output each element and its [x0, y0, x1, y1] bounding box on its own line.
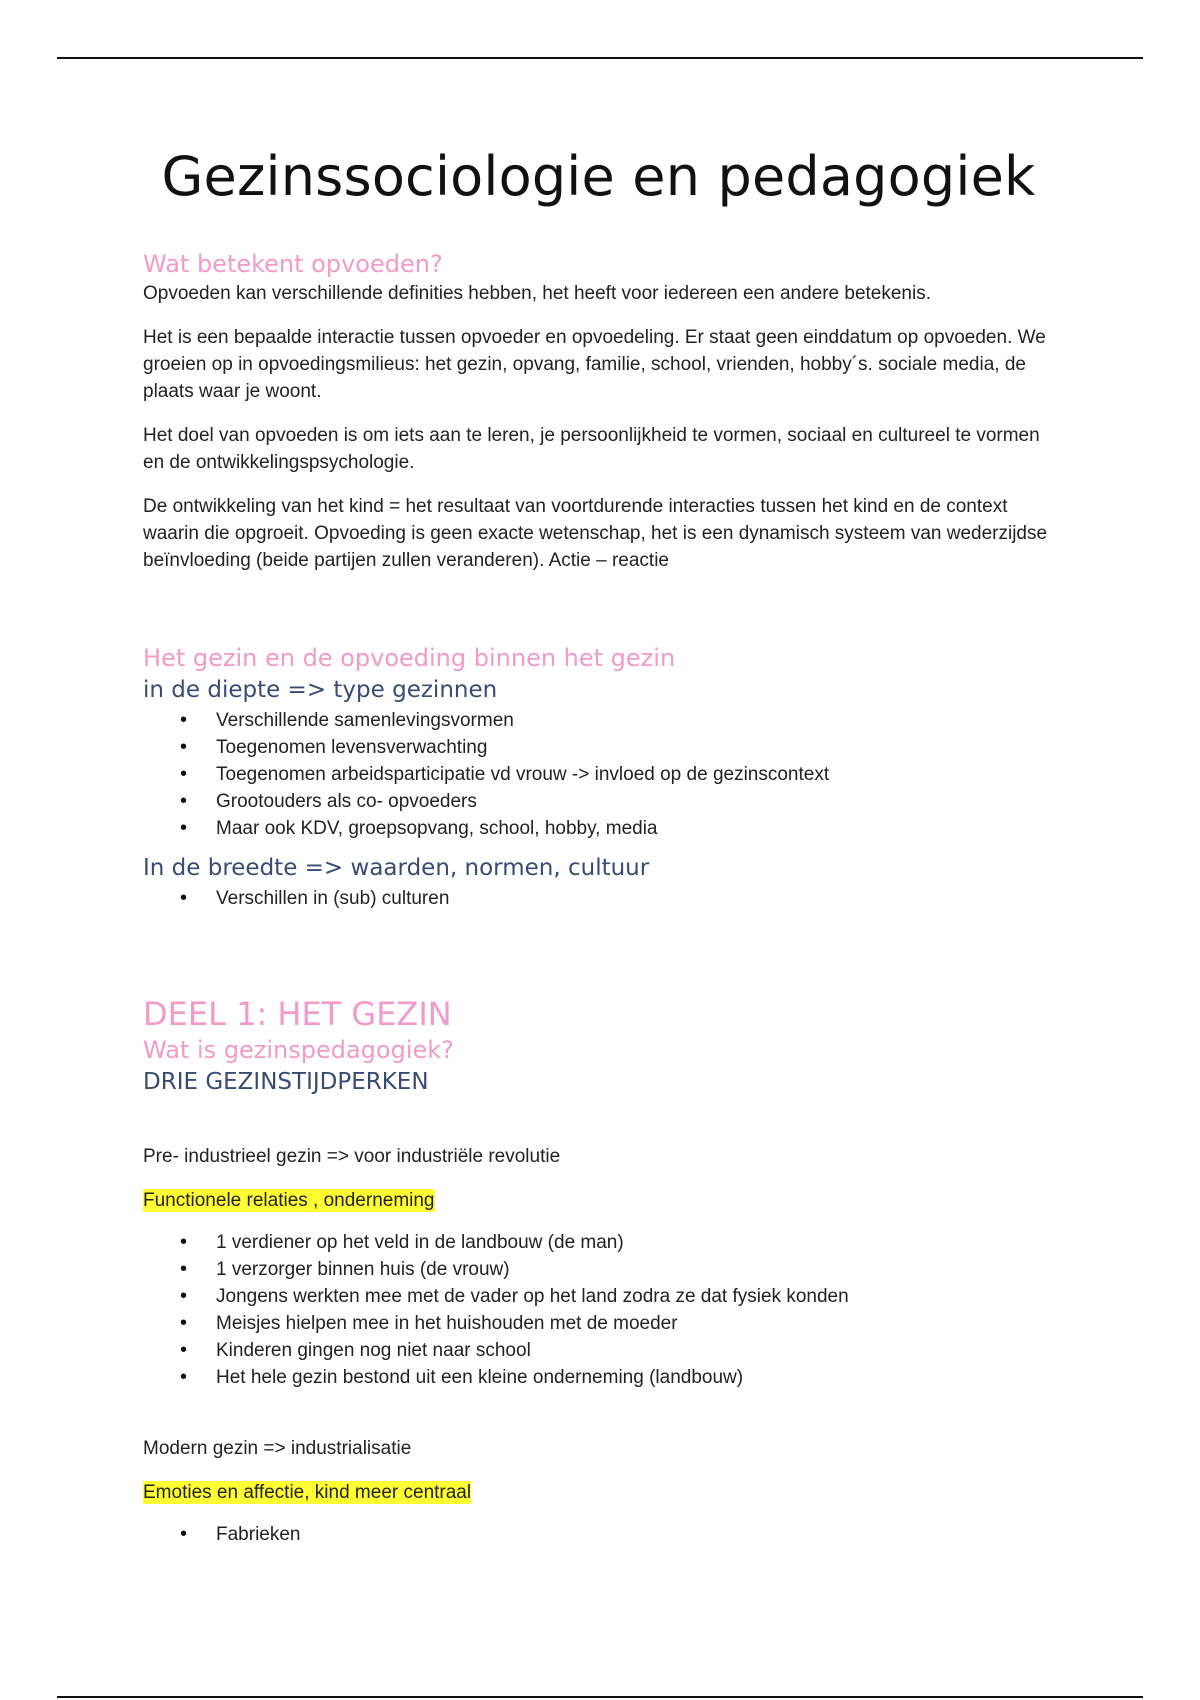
highlight-pre	[143, 1187, 1063, 1214]
paragraph: Het doel van opvoeden is om iets aan te leren, je persoonlijkheid te vormen, sociaal en cultureel te vormen en de ontwikkelingspsychologie.	[143, 425, 1040, 473]
list-item: • Jongens werkten mee met de vader op het land zodra ze dat fysiek konden	[143, 1283, 1063, 1310]
list-item: • Verschillen in (sub) culturen	[143, 885, 1063, 912]
paragraph: Opvoeden kan verschillende definities hebben, het heeft voor iedereen een andere betekenis.	[143, 283, 931, 304]
list-item: • Kinderen gingen nog niet naar school	[143, 1337, 1063, 1364]
document-page	[143, 130, 1063, 1548]
list-breedte	[143, 885, 1063, 912]
subheading-diepte: in de diepte => type gezinnen	[143, 677, 498, 703]
list-item: • Toegenomen arbeidsparticipatie vd vrouw -> invloed op de gezinscontext	[143, 761, 1063, 788]
highlighted-text: Emoties en affectie, kind meer centraal	[143, 1482, 472, 1503]
bottom-rule	[57, 1696, 1143, 1698]
list-diepte	[143, 707, 1063, 842]
label-modern: Modern gezin => industrialisatie	[143, 1438, 412, 1459]
list-item: • Maar ook KDV, groepsopvang, school, hobby, media	[143, 815, 1063, 842]
paragraph: De ontwikkeling van het kind = het resultaat van voortdurende interacties tussen het kind en de context waarin die opgroeit. Opvoeding is geen exacte wetenschap, het is een dynamisch systeem van wederzijdse beïnvloeding (beide partijen zullen veranderen). Actie – reactie	[143, 496, 1048, 571]
section-heading-opvoeden: Wat betekent opvoeden?	[143, 250, 443, 278]
part-heading-deel1: DEEL 1: HET GEZIN	[143, 995, 452, 1033]
list-item: • Verschillende samenlevingsvormen	[143, 707, 1063, 734]
list-item: • Fabrieken	[143, 1521, 1063, 1548]
list-modern	[143, 1521, 1063, 1548]
top-rule	[57, 57, 1143, 59]
subheading-gezinstijdperken: DRIE GEZINSTIJDPERKEN	[143, 1069, 429, 1095]
list-item: • Het hele gezin bestond uit een kleine onderneming (landbouw)	[143, 1364, 1063, 1391]
list-item: • Meisjes hielpen mee in het huishouden met de moeder	[143, 1310, 1063, 1337]
highlight-modern	[143, 1479, 1063, 1506]
list-item: • Grootouders als co- opvoeders	[143, 788, 1063, 815]
list-item: • Toegenomen levensverwachting	[143, 734, 1063, 761]
section-heading-gezin: Het gezin en de opvoeding binnen het gezin	[143, 644, 676, 672]
list-pre-industrieel	[143, 1229, 1063, 1391]
subheading-breedte: In de breedte => waarden, normen, cultuur	[143, 855, 650, 881]
label-pre-industrieel: Pre- industrieel gezin => voor industriële revolutie	[143, 1146, 561, 1167]
document-title: Gezinssociologie en pedagogiek	[161, 145, 1036, 208]
paragraph: Het is een bepaalde interactie tussen opvoeder en opvoedeling. Er staat geen einddatum op opvoeden. We groeien op in opvoedingsmilieus: het gezin, opvang, familie, school, vrienden, hobby´s. sociale media, de plaats waar je woont.	[143, 327, 1046, 402]
highlighted-text: Functionele relaties , onderneming	[143, 1190, 435, 1211]
list-item: • 1 verzorger binnen huis (de vrouw)	[143, 1256, 1063, 1283]
list-item: • 1 verdiener op het veld in de landbouw (de man)	[143, 1229, 1063, 1256]
subheading-gezinspedagogiek: Wat is gezinspedagogiek?	[143, 1036, 454, 1064]
